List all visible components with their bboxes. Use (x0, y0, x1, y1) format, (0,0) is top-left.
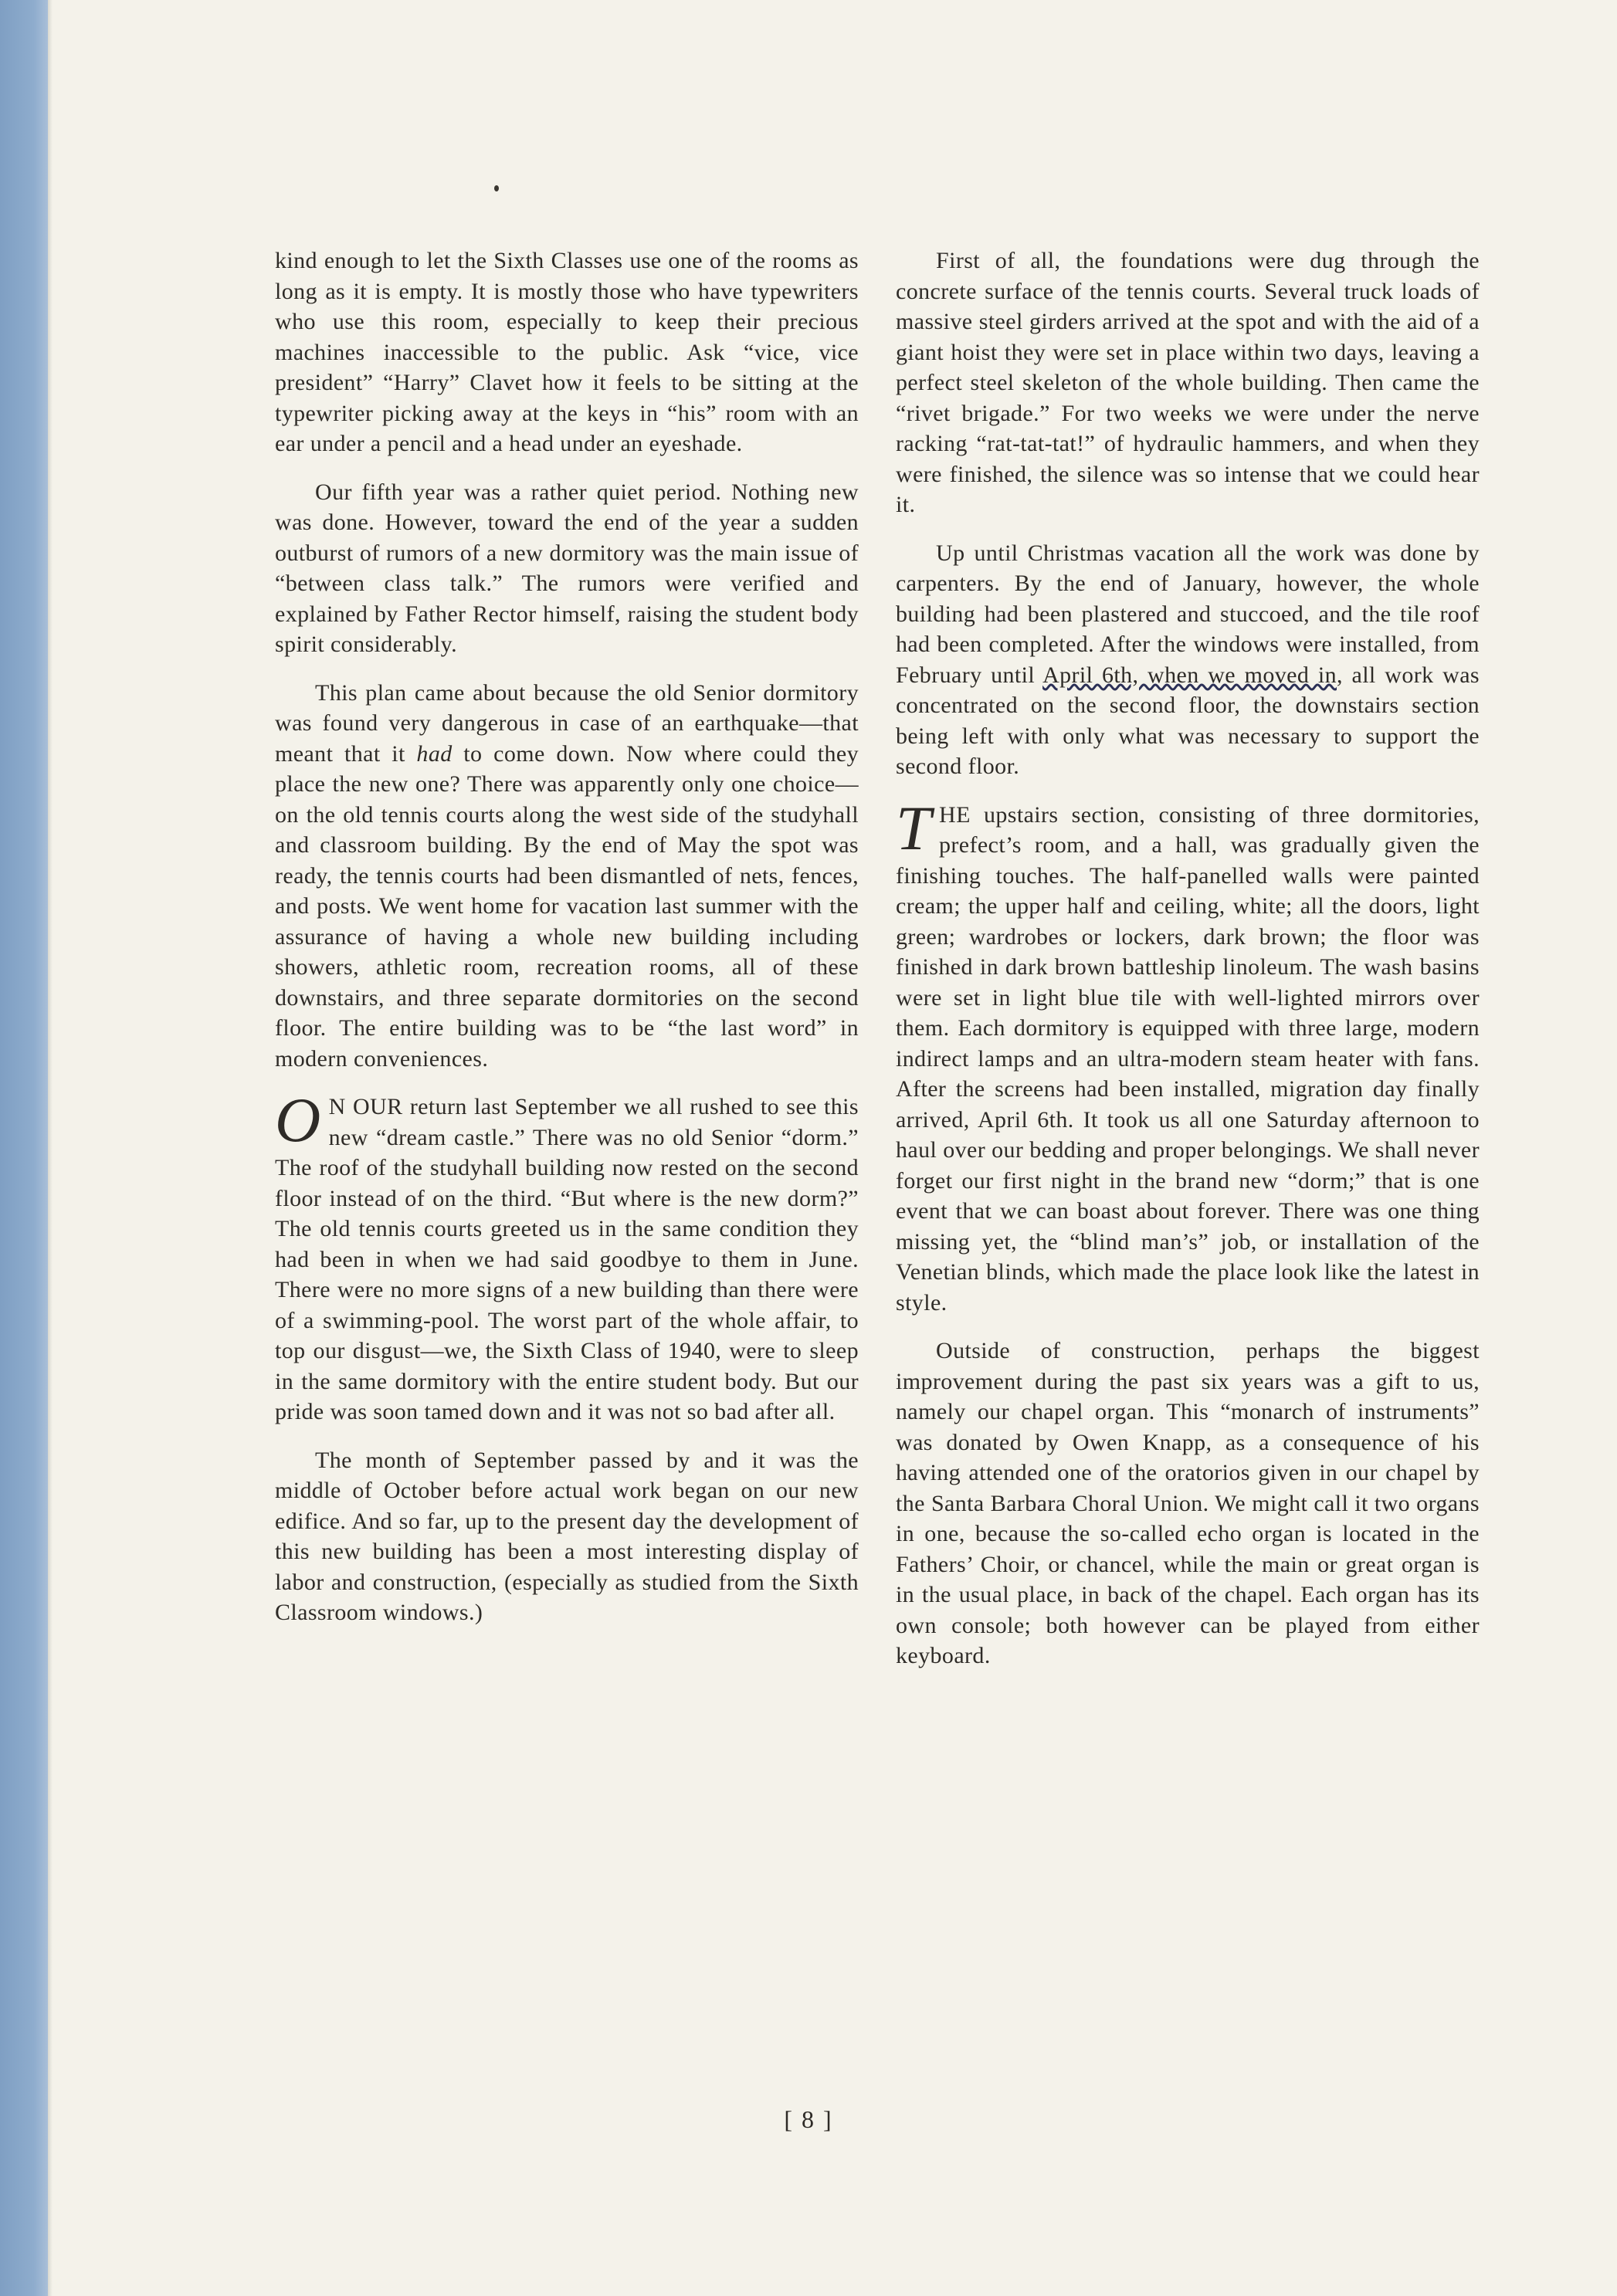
right-paragraph-2-end: , all work was concentrated on the second floor, the downstairs section being left with only what was necessary to support the second floor. (896, 662, 1480, 779)
left-paragraph-4-body: return last September we all rushed to see this new “dream castle.” There was no old Senior “dorm.” The roof of the studyhall building now rested on the second floor instead of on the third. “But where is the new dorm?” The old tennis courts greeted us in the same condition they had been in when we had said goodbye to them in June. There were no more signs of a new building than there were of a swimming-pool. The worst part of the whole affair, to top our disgust—we, the Sixth Class of 1940, were to sleep in the same dormitory with the entire student body. But our pride was soon tamed down and it was not so bad after all. (275, 1094, 859, 1424)
page-edge-shadow (48, 0, 53, 2296)
right-paragraph-3-lead: HE (939, 801, 971, 828)
emphasis-had: had (416, 740, 453, 767)
right-paragraph-4: Outside of construction, perhaps the biggest improvement during the past six years was a gift to us, namely our chapel organ. This “monarch of instruments” was donated by Owen Knapp, as a consequence of his having attended one of the oratorios given in our chapel by the Santa Barbara Choral Union. We might call it two organs in one, because the so-called echo organ is located in the Fathers’ Choir, or chancel, while the main or great organ is in the usual place, in back of the chapel. Each organ has its own console; both however can be played from either keyboard. (896, 1338, 1480, 1668)
left-paragraph-3 (275, 678, 859, 1075)
pen-underlined-text: April 6th, when we moved in (1042, 662, 1337, 688)
right-paragraph-3-body: upstairs section, consisting of three dormitories, prefect’s room, and a hall, was gradually given the finishing touches. The half-panelled walls were painted cream; the upper half and ceiling, white; all the doors, light green; wardrobes or lockers, dark brown; the floor was finished in dark brown battleship linoleum. The wash basins were set in light blue tile with well-lighted mirrors over them. Each dormitory is equipped with three large, modern indirect lamps and an ultra-modern steam heater with fans. After the screens had been installed, migration day finally arrived, April 6th. It took us all one Saturday afternoon to haul over our bedding and proper belongings. We shall never forget our first night in the brand new “dorm;” that is one event that we can boast about forever. There was one thing missing yet, the “blind man’s” job, or installation of the Venetian blinds, which made the place look like the latest in style. (896, 801, 1480, 1316)
binding-strip (0, 0, 48, 2296)
left-paragraph-3-end: to come down. Now where could they place the new one? There was apparently only one choice—on the old tennis courts along the west side of the studyhall and classroom building. By the end of May the spot was ready, the tennis courts had been dismantled of nets, fences, and posts. We went home for vacation last summer with the assurance of having a whole new building including showers, athletic room, recreation rooms, all of these downstairs, and three separate dormitories on the second floor. The entire building was to be “the last word” in modern conveniences. (275, 740, 859, 1072)
right-paragraph-1: First of all, the foundations were dug through the concrete surface of the tennis courts. Several truck loads of massive steel girders arrived at the spot and with the aid of a giant hoist they were set in place within two days, leaving a perfect steel skeleton of the whole building. Then came the “rivet brigade.” For two weeks we were under the nerve racking “rat-tat-tat!” of hydraulic hammers, and when they were finished, the silence was so intense that we could hear it. (896, 248, 1480, 517)
right-paragraph-3 (896, 792, 1480, 1319)
left-paragraph-4 (275, 1085, 859, 1427)
page-number: [ 8 ] (784, 2105, 833, 2133)
dropcap-t: T (896, 792, 932, 863)
left-paragraph-2: Our fifth year was a rather quiet period. Nothing new was done. However, toward the end of the year a sudden outburst of rumors of a new dormitory was the main issue of “between class talk.” The rumors were verified and explained by Father Rector himself, raising the student body spirit considerably. (275, 479, 859, 657)
left-column (275, 246, 859, 1646)
right-paragraph-2-start: Up until Christmas vacation all the work was done by carpenters. By the end of January, however, the whole building had been plastered and stuccoed, and the tile roof had been completed. After the windows were installed, from February until (896, 540, 1480, 688)
left-paragraph-5: The month of September passed by and it was the middle of October before actual work began on our new edifice. And so far, up to the present day the development of this new building has been a most interesting display of labor and construction, (especially as studied from the Sixth Classroom windows.) (275, 1447, 859, 1625)
right-paragraph-2 (896, 538, 1480, 782)
ink-speck (494, 185, 499, 191)
left-paragraph-4-lead: N OUR (328, 1094, 403, 1119)
left-paragraph-3-start: This plan came about because the old Senior dormitory was found very dangerous in case of an earthquake—that meant that it (275, 679, 859, 767)
right-column (896, 246, 1480, 1689)
left-paragraph-1: kind enough to let the Sixth Classes use one of the rooms as long as it is empty. It is mostly those who have typewriters who use this room, especially to keep their precious machines inaccessible to the public. Ask “vice, vice president” “Harry” Clavet how it feels to be sitting at the typewriter picking away at the keys in “his” room with an ear under a pencil and a head under an eyeshade. (275, 248, 859, 456)
dropcap-o: O (275, 1085, 321, 1155)
